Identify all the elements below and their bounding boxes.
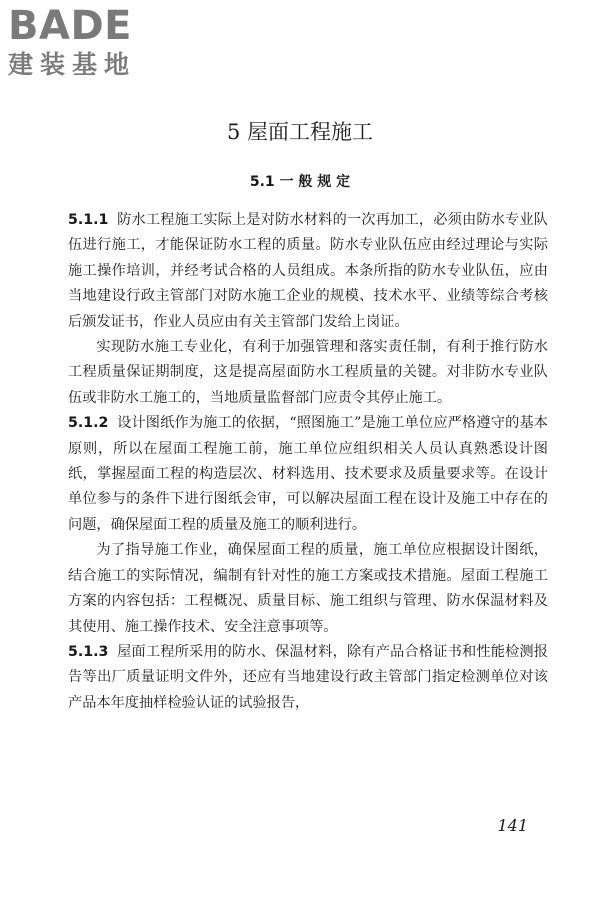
- clause-5-1-3: [68, 640, 548, 716]
- clause-text: 屋面工程所采用的防水、保温材料，除有产品合格证书和性能检测报告等出厂质量证明文件外，还应有当地建设行政主管部门指定检测单位对该产品本年度抽样检验认证的试验报告，: [68, 643, 548, 711]
- clause-number: 5.1.1: [68, 212, 109, 228]
- brand-logo: [8, 4, 178, 80]
- clause-number: 5.1.3: [68, 643, 109, 660]
- page-number: 141: [497, 816, 528, 835]
- clause-number: 5.1.2: [68, 415, 109, 432]
- clause-5-1-1: [68, 208, 548, 335]
- section-title: 5.1 一 般 规 定: [249, 174, 351, 190]
- logo-subtitle: 建装基地: [8, 50, 137, 79]
- clause-5-1-1-paragraph-2: 实现防水施工专业化，有利于加强管理和落实责任制，有利于推行防水工程质量保证期制度，这是提高屋面防水工程质量的关键。对非防水专业队伍或非防水工施工的，当地质量监督部门应责令其停止施工。: [68, 339, 548, 406]
- body-text: [68, 208, 548, 716]
- clause-5-1-2-paragraph-2: 为了指导施工作业，确保屋面工程的质量，施工单位应根据设计图纸，结合施工的实际情况，编制有针对性的施工方案或技术措施。屋面工程施工方案的内容包括：工程概况、质量目标、施工组织与管理、防水保温材料及其使用、施工操作技术、安全注意事项等。: [68, 542, 548, 635]
- chapter-title: 5 屋面工程施工: [226, 120, 374, 144]
- logo-wordmark: BADE: [8, 3, 132, 49]
- clause-text: 设计图纸作为施工的依据，“照图施工”是施工单位应严格遵守的基本原则，所以在屋面工程施工前，施工单位应组织相关人员认真熟悉设计图纸，掌握屋面工程的构造层次、材料选用、技术要求及质量要求等。在设计单位参与的条件下进行图纸会审，可以解决屋面工程在设计及施工中存在的问题，确保屋面工程的质量及施工的顺利进行。: [68, 415, 548, 533]
- clause-text: 防水工程施工实际上是对防水材料的一次再加工，必须由防水专业队伍进行施工，才能保证防水工程的质量。防水专业队伍应由经过理论与实际施工操作培训，并经考试合格的人员组成。本条所指的防水专业队伍，应由当地建设行政主管部门对防水施工企业的规模、技术水平、业绩等综合考核后颁发证书，作业人员应由有关主管部门发给上岗证。: [68, 212, 548, 330]
- clause-5-1-2: [68, 411, 548, 538]
